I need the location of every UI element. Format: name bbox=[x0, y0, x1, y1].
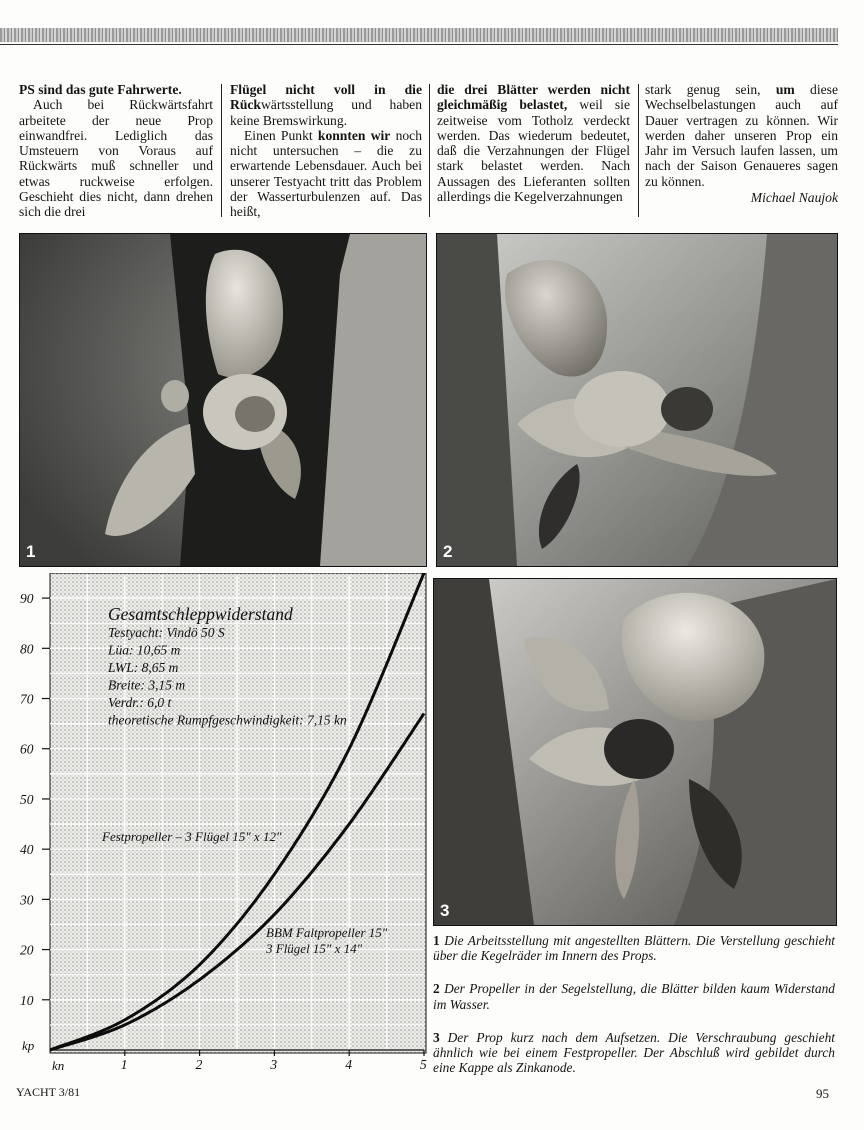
text-run: stark genug sein, bbox=[645, 82, 776, 97]
caption-text: Die Arbeitsstellung mit angestellten Blättern. Die Verstellung geschieht über die Kegelräder im Innern des Props. bbox=[433, 933, 835, 964]
page-number: 95 bbox=[816, 1086, 829, 1101]
text-run: Auch bei Rückwärtsfahrt arbeitete der neue Prop einwandfrei. Lediglich das Umsteuern von Voraus auf Rückwärts muß schneller und etwas ruckweise erfolgen. Geschieht dies nicht, dann drehen sich die drei bbox=[19, 97, 213, 220]
text-run: Einen Punkt bbox=[244, 127, 318, 143]
paragraph bbox=[230, 82, 422, 128]
resistance-chart bbox=[16, 573, 428, 1079]
y-tick-label: 60 bbox=[20, 741, 34, 757]
x-axis-label: kn bbox=[52, 1058, 65, 1073]
chart-info-line: theoretische Rumpfgeschwindigkeit: 7,15 kn bbox=[108, 712, 347, 728]
y-tick-label: 20 bbox=[20, 942, 34, 958]
x-tick-label: 2 bbox=[195, 1057, 203, 1072]
chart-svg bbox=[16, 573, 428, 1079]
caption-number: 2 bbox=[433, 981, 440, 997]
y-tick-label: 10 bbox=[20, 992, 34, 1008]
y-tick-label: 90 bbox=[20, 591, 34, 607]
x-tick-label: 5 bbox=[420, 1057, 427, 1072]
bold-run: Flügel nicht voll in die Rück bbox=[230, 82, 422, 113]
text-column-4 bbox=[645, 82, 838, 205]
chart-info-line: Lüa: 10,65 m bbox=[108, 642, 181, 658]
text-run: diese Wechselbelastungen auch auf Dauer vertragen zu können. Wir werden daher unseren Prop ein Jahr im Versuch laufen lassen, um nach der Saison Genaueres sagen zu können. bbox=[645, 82, 838, 189]
caption-number: 3 bbox=[433, 1029, 440, 1045]
bold-run: die drei Blätter werden nicht gleichmäßig belastet, bbox=[437, 82, 630, 113]
paragraph bbox=[437, 82, 630, 204]
photo-number: 3 bbox=[440, 901, 450, 920]
column-rule bbox=[429, 84, 430, 217]
y-axis-label: kp bbox=[22, 1038, 35, 1053]
text-column-2 bbox=[230, 82, 422, 220]
caption-text: Der Prop kurz nach dem Aufsetzen. Die Verschraubung geschieht ähnlich wie bei einem Festpropeller. Der Abschluß wird gebildet durch eine Kappe als Zinkanode. bbox=[433, 1029, 835, 1076]
paragraph bbox=[19, 97, 213, 219]
x-tick-label: 1 bbox=[120, 1057, 128, 1072]
column-rule bbox=[638, 84, 639, 217]
x-tick-label: 3 bbox=[270, 1057, 278, 1072]
header-pattern-bar bbox=[0, 28, 838, 42]
caption-text: Der Propeller in der Segelstellung, die Blätter bilden kaum Widerstand im Wasser. bbox=[433, 981, 835, 1012]
bold-run: um bbox=[775, 82, 795, 97]
series-label-1: Festpropeller – 3 Flügel 15" x 12" bbox=[102, 829, 282, 844]
bold-run: PS sind das gute Fahrwerte. bbox=[19, 82, 182, 97]
y-tick-label: 30 bbox=[20, 892, 34, 908]
text-run: noch nicht untersuchen – die zu erwartende Lebensdauer. Auch bei unserer Testyacht tritt das Problem der Wasserturbulenzen auf. Das heißt, bbox=[230, 127, 422, 220]
text-run: wärtsstellung und haben keine Bremswirkung. bbox=[230, 97, 422, 128]
column-rule bbox=[221, 84, 222, 217]
header-rule bbox=[0, 44, 838, 45]
photo-propeller-sailing-position bbox=[436, 233, 838, 567]
series-label-2: 3 Flügel 15" x 14" bbox=[266, 941, 363, 956]
text-column-3 bbox=[437, 82, 630, 204]
y-tick-label: 70 bbox=[20, 691, 34, 707]
photo-number: 1 bbox=[26, 542, 36, 561]
caption-3 bbox=[433, 1030, 835, 1076]
chart-title: Gesamtschleppwiderstand bbox=[108, 604, 293, 624]
magazine-issue: YACHT 3/81 bbox=[16, 1085, 81, 1099]
chart-info-line: Verdr.: 6,0 t bbox=[108, 695, 172, 710]
text-run: weil sie zeitweise vom Totholz verdeckt werden. Das wiederum bedeutet, daß die Verzahnungen der Flügel stark belastet werden. Nach Aussagen des Lieferanten sollten allerdings die Kegelverzahnungen bbox=[437, 97, 630, 205]
caption-number: 1 bbox=[433, 933, 440, 948]
y-tick-label: 40 bbox=[20, 842, 34, 858]
chart-info-line: Breite: 3,15 m bbox=[108, 677, 186, 693]
caption-2 bbox=[433, 981, 835, 1011]
paragraph bbox=[19, 82, 213, 97]
y-tick-label: 50 bbox=[20, 791, 34, 807]
series-label-2: BBM Faltpropeller 15" bbox=[266, 925, 388, 940]
photo-number: 2 bbox=[443, 542, 453, 561]
chart-info-line: Testyacht: Vindö 50 S bbox=[108, 625, 225, 640]
text-column-1 bbox=[19, 82, 213, 220]
paragraph bbox=[230, 128, 422, 220]
paragraph bbox=[645, 82, 838, 189]
author-signature: Michael Naujok bbox=[750, 190, 838, 206]
chart-info-line: LWL: 8,65 m bbox=[108, 660, 179, 675]
y-tick-label: 80 bbox=[20, 641, 34, 657]
photo-propeller-working-position bbox=[19, 233, 427, 567]
x-tick-label: 4 bbox=[345, 1057, 352, 1072]
bold-run: konnten wir bbox=[317, 127, 391, 143]
plot-area bbox=[50, 573, 426, 1053]
photo-propeller-mounting bbox=[433, 578, 837, 926]
photo-captions bbox=[433, 933, 835, 1093]
caption-1 bbox=[433, 933, 835, 963]
